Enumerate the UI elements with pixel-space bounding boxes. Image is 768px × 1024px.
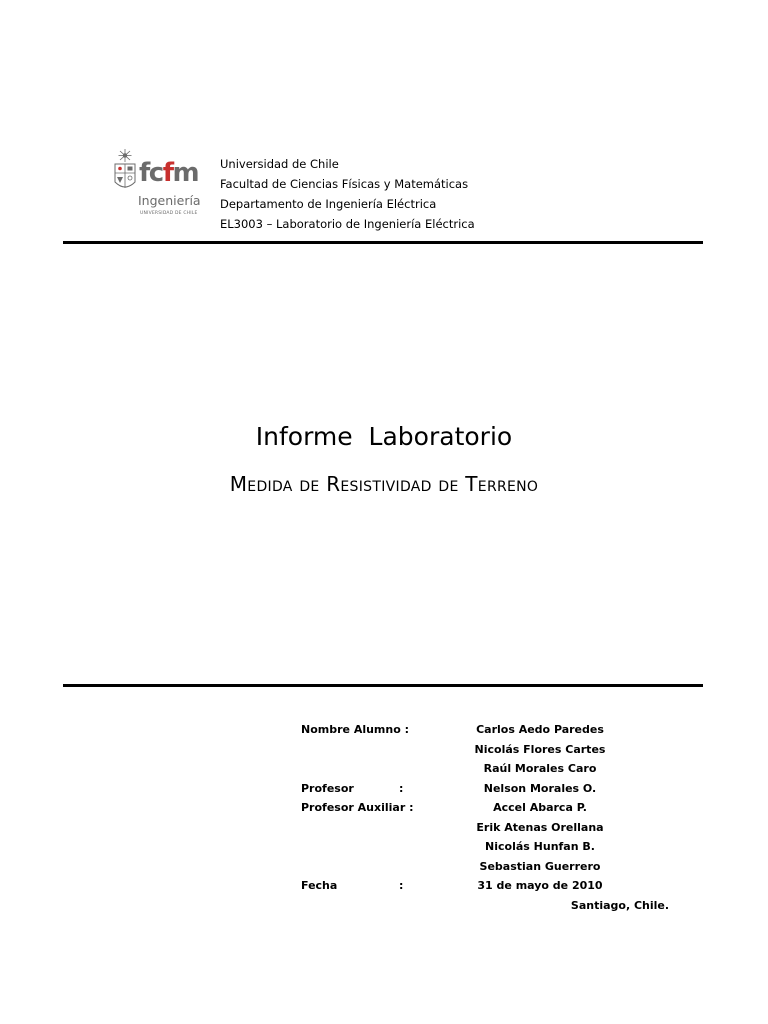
- date-row: [0, 879, 768, 899]
- aux-name: Erik Atenas Orellana: [476, 820, 604, 834]
- footer-divider: [63, 684, 703, 687]
- report-title: Informe Laboratorio: [255, 422, 513, 451]
- report-subtitle: Medida de Resistividad de Terreno: [229, 472, 539, 496]
- student-label: Nombre Alumno :: [301, 723, 410, 736]
- logo-subtitle: Ingeniería: [138, 193, 201, 208]
- university-name: Universidad de Chile: [220, 157, 339, 171]
- aux-label: Profesor Auxiliar :: [301, 801, 414, 814]
- institution-block: [220, 154, 475, 234]
- fcfm-logo: [112, 148, 207, 223]
- document-header: [112, 148, 712, 238]
- department-name: Departamento de Ingeniería Eléctrica: [220, 197, 437, 211]
- date-colon: :: [399, 879, 404, 892]
- professor-row: [0, 782, 768, 802]
- aux-name: Sebastian Guerrero: [479, 859, 601, 873]
- student-row: [0, 743, 768, 763]
- header-divider: [63, 241, 703, 244]
- student-name: Nicolás Flores Cartes: [474, 742, 606, 756]
- date-value: 31 de mayo de 2010: [477, 879, 603, 892]
- student-row: [0, 723, 768, 743]
- student-row: [0, 762, 768, 782]
- professor-label: Profesor: [301, 781, 354, 795]
- aux-row: [0, 821, 768, 841]
- place-text: Santiago, Chile.: [570, 899, 670, 912]
- student-name: Carlos Aedo Paredes: [476, 723, 604, 736]
- aux-row: [0, 860, 768, 880]
- faculty-name: Facultad de Ciencias Físicas y Matemáticas: [220, 177, 469, 191]
- aux-row: [0, 840, 768, 860]
- university-emblem-icon: [112, 148, 138, 200]
- student-name: Raúl Morales Caro: [483, 762, 597, 775]
- aux-row: [0, 801, 768, 821]
- aux-name: Nicolás Hunfan B.: [485, 840, 595, 853]
- logo-tagline: UNIVERSIDAD DE CHILE: [140, 211, 198, 216]
- date-label: Fecha: [301, 879, 338, 892]
- professor-colon: :: [399, 781, 404, 795]
- professor-name: Nelson Morales O.: [483, 781, 597, 795]
- logo-wordmark: fcfm: [139, 158, 199, 188]
- course-name: EL3003 – Laboratorio de Ingeniería Eléctrica: [220, 217, 475, 231]
- aux-name: Accel Abarca P.: [493, 801, 587, 814]
